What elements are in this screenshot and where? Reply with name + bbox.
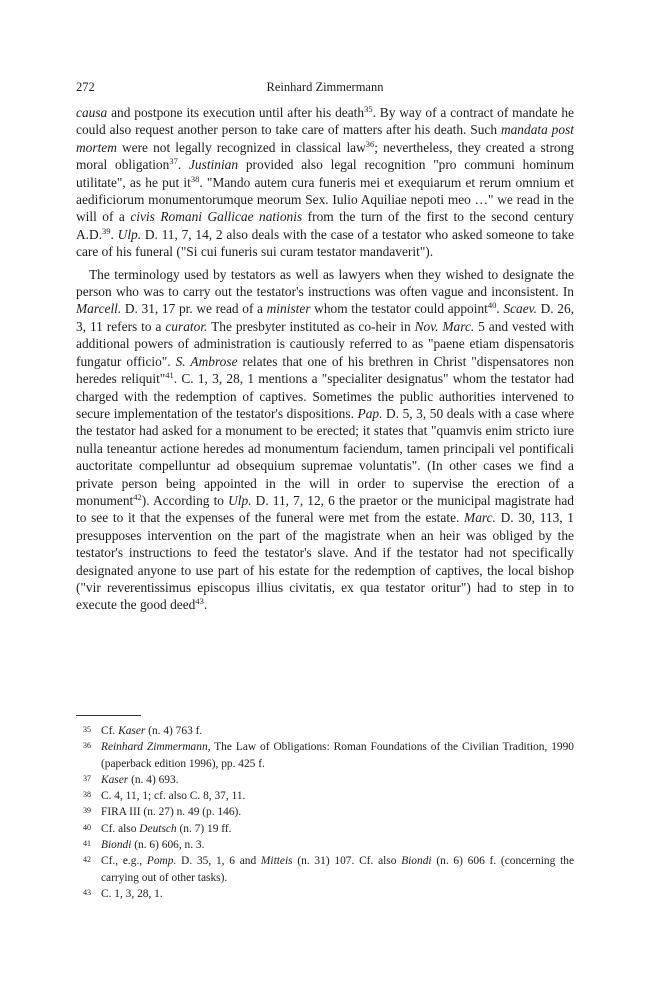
latin-term: civis Romani Gallicae nationis: [130, 209, 303, 225]
text-run: C. 4, 11, 1; cf. also C. 8, 37, 11.: [101, 790, 246, 803]
text-run: D. 26, 3, 11 refers to a: [76, 301, 574, 334]
footnote-ref-41[interactable]: 41: [165, 370, 174, 381]
author-name: Biondi: [101, 839, 132, 852]
text-run: and postpone its execution until after his death: [107, 105, 365, 120]
author-name: Pap.: [357, 405, 383, 421]
text-run: .: [110, 226, 118, 242]
text-run: D. 30, 113, 1 presupposes intervention on the part of the magistrate when an heir was obliged by the testator's instructions to feed the testator's slave. And if the testator had not specifically designated anyone to use part of his estate for the redemption of captives, the local bishop ("vir reverentissimus episcopus illius civitatis, ex qua testator oritur") had to step in to execute the good deed: [76, 510, 575, 613]
text-run: The terminology used by testators as well as lawyers when they wished to designate the person who was to carry out the testator's instructions was often vague and inconsistent. In: [76, 266, 574, 300]
text-run: . "Mando autem cura funeris mei et exequiarum et rerum omnium et aedificiorum monumentorumque meorum Sex. Iulio Aquiliae nepoti meo …" we read in the will of a: [76, 174, 574, 225]
latin-term: minister: [266, 301, 311, 317]
text-run: (n. 6) 606, n. 3.: [131, 839, 205, 852]
text-run: 5 and vested with additional powers of administration is cautiously referred to as "paene etiam dispensatoris fungatur officio".: [76, 318, 574, 369]
text-run: Cf.: [101, 725, 119, 737]
footnote-38: [76, 788, 574, 804]
footnote-number: 41: [83, 839, 91, 849]
text-run: ; nevertheless, they created a strong moral obligation: [76, 139, 574, 173]
author-name: Ulp.: [228, 492, 252, 508]
author-name: Scaev.: [503, 301, 537, 317]
latin-term: causa: [76, 105, 108, 120]
text-run: (n. 31) 107. Cf. also: [292, 855, 402, 868]
footnote-divider: [76, 715, 141, 716]
author-name: S. Ambrose: [175, 353, 238, 369]
text-run: D. 11, 7, 12, 6 the praetor or the municipal magistrate had to see to it that the expenses of the funeral were met from the estate.: [76, 492, 574, 526]
footnote-number: 40: [83, 822, 91, 832]
footnote-39: [76, 804, 574, 820]
text-run: D. 35, 1, 6 and: [176, 855, 261, 868]
text-run: were not legally recognized in classical law: [116, 139, 366, 155]
footnote-35: [76, 723, 574, 739]
text-run: D. 5, 3, 50 deals with a case where the testator had asked for a monument to be erected; it states that "quamvis enim stricto iure nulla teneantur actione heredes ad monumentum faciendum, tamen principali vel pontificali auctoritate compelluntur ad obsequium supremae voluntatis". (In other cases we find a private person being appointed in the will in order to supervise the erection of a monument: [76, 405, 575, 508]
footnote-ref-39[interactable]: 39: [102, 225, 111, 236]
text-run: .: [177, 157, 189, 173]
text-run: D. 31, 17 pr. we read of a: [121, 301, 267, 317]
text-run: The presbyter instituted as co-heir in: [207, 318, 415, 334]
text-run: The Law of Obligations: Roman Foundations of the Civilian Tradition, 1990 (paperback edition 1996), pp. 425 f.: [101, 741, 574, 770]
text-run: (n. 7) 19 ff.: [176, 822, 232, 835]
footnote-ref-42[interactable]: 42: [133, 491, 142, 502]
latin-term: mandata post mortem: [76, 122, 575, 155]
footnote-ref-37[interactable]: 37: [169, 156, 178, 167]
author-name: Deutsch: [139, 822, 177, 835]
author-name: Marcell.: [76, 301, 122, 317]
author-name: Mitteis: [260, 855, 293, 868]
text-run: .: [496, 301, 504, 317]
footnote-41: [76, 837, 574, 853]
footnote-number: 36: [83, 741, 91, 751]
footnote-number: 39: [83, 806, 91, 816]
footnote-number: 42: [83, 855, 91, 865]
footnote-ref-36[interactable]: 36: [365, 138, 375, 149]
author-name: Pomp.: [146, 855, 177, 868]
footnote-ref-35[interactable]: 35: [364, 104, 373, 114]
text-run: Cf., e.g.,: [101, 855, 147, 868]
text-run: from the turn of the first to the second century A.D.: [76, 209, 574, 242]
text-run: (n. 6) 606 f. (concerning the carrying out of other tasks).: [101, 855, 574, 884]
text-run: ). According to: [141, 492, 229, 508]
footnote-number: 38: [83, 790, 91, 800]
paragraph-1: [76, 104, 574, 261]
text-run: .: [203, 597, 208, 613]
footnote-ref-38[interactable]: 38: [190, 173, 200, 184]
text-run: C. 1, 3, 28, 1.: [101, 887, 163, 900]
page-number: 272: [76, 80, 95, 94]
running-head: Reinhard Zimmermann: [266, 80, 384, 94]
text-run: whom the testator could appoint: [310, 301, 488, 317]
text-run: (n. 4) 693.: [128, 773, 179, 786]
author-name: Kaser: [118, 725, 146, 737]
author-name: Marc.: [464, 510, 496, 526]
footnote-37: [76, 772, 574, 788]
paragraph-2: [76, 266, 574, 614]
text-run: Cf. also: [101, 822, 140, 835]
latin-term: curator.: [165, 318, 208, 334]
author-name: Kaser: [101, 773, 129, 786]
text-run: . By way of a contract of mandate he could also request another person to take care of matters after his death. Such: [76, 105, 574, 138]
author-name: Reinhard Zimmermann,: [101, 741, 211, 754]
text-run: relates that one of his brethren in Christ "dispensatores non heredes reliquit": [76, 353, 574, 387]
author-name: Ulp.: [117, 226, 142, 242]
text-run: D. 11, 7, 14, 2 also deals with the case of a testator who asked someone to take care of his funeral ("Si cui funeris sui curam testator mandaverit").: [76, 226, 574, 260]
footnote-number: 43: [83, 887, 91, 897]
footnote-ref-43[interactable]: 43: [195, 596, 204, 607]
footnote-43: [76, 886, 574, 902]
text-run: provided also legal recognition "pro communi hominum utilitate", as he put it: [76, 157, 574, 190]
footnotes: [76, 723, 574, 902]
main-text: [76, 104, 574, 614]
text-run: FIRA III (n. 27) n. 49 (p. 146).: [101, 806, 242, 819]
footnote-42: [76, 853, 574, 886]
footnote-number: 37: [83, 773, 91, 783]
footnote-40: [76, 821, 574, 837]
text-run: . C. 1, 3, 28, 1 mentions a "specialiter designatus" whom the testator had charged with the redemption of captives. Sometimes the public authorities intervened to secure implementation of the testator's dispositions.: [76, 371, 574, 421]
text-run: (n. 4) 763 f.: [145, 725, 203, 737]
footnote-36: [76, 739, 574, 772]
author-name: Biondi: [401, 855, 432, 868]
source-name: Nov. Marc.: [414, 318, 475, 334]
author-name: Justinian: [188, 157, 239, 173]
footnote-number: 35: [83, 725, 91, 734]
page-header: [76, 80, 574, 98]
footnote-ref-40[interactable]: 40: [487, 300, 497, 311]
